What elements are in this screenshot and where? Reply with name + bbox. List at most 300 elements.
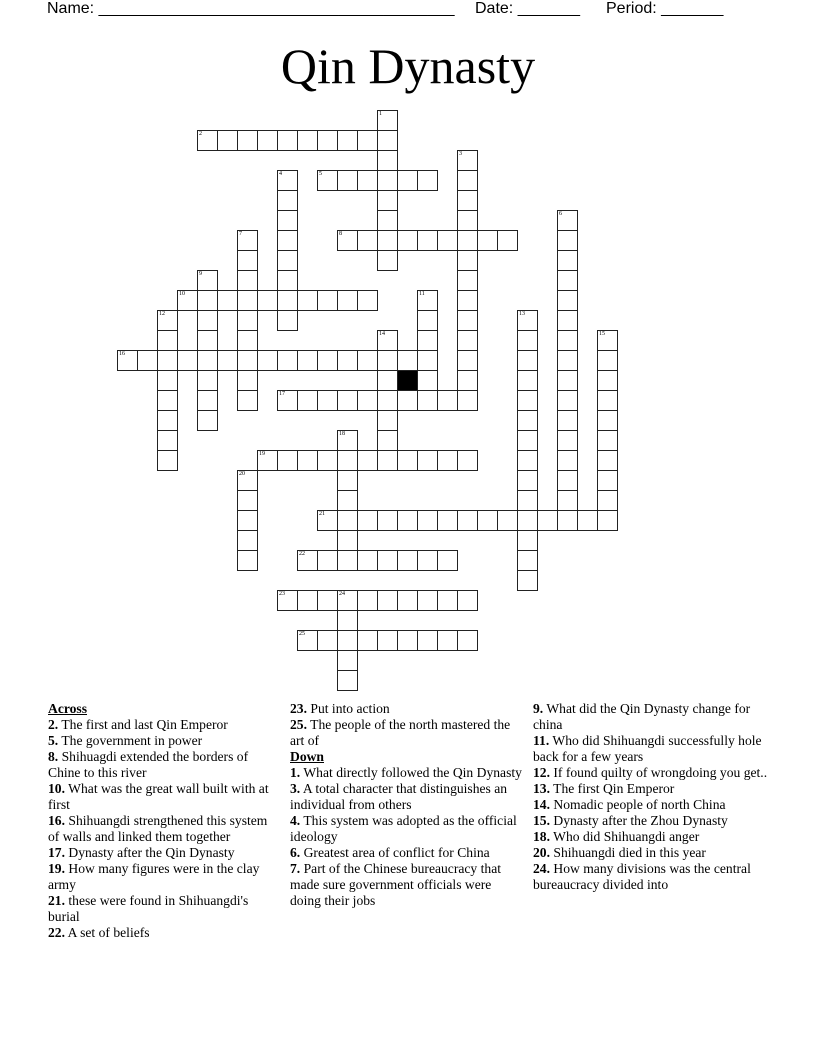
clue-number: 21 [319, 511, 325, 517]
clue-item-number: 20. [533, 845, 550, 860]
clue-item-number: 23. [290, 701, 307, 716]
clue-item-text: Part of the Chinese bureaucracy that made sure government officials were doing their jobs [290, 861, 502, 908]
clue-item [290, 845, 522, 861]
grid-cell[interactable] [517, 330, 538, 351]
grid-cell[interactable] [277, 190, 298, 211]
grid-cell[interactable] [557, 390, 578, 411]
grid-cell[interactable] [257, 130, 278, 151]
grid-cell[interactable] [237, 470, 258, 491]
clue-number: 4 [279, 171, 282, 177]
grid-cell[interactable] [357, 510, 378, 531]
clue-item-text: If found quilty of wrongdoing you get.. [550, 765, 768, 780]
clue-item-number: 13. [533, 781, 550, 796]
grid-cell[interactable] [217, 130, 238, 151]
grid-cell[interactable] [237, 250, 258, 271]
grid-cell[interactable] [397, 390, 418, 411]
grid-cell[interactable] [437, 390, 458, 411]
grid-cell[interactable] [357, 130, 378, 151]
grid-cell[interactable] [517, 450, 538, 471]
grid-cell[interactable] [157, 330, 178, 351]
grid-cell[interactable] [257, 350, 278, 371]
clue-item-text: The first and last Qin Emperor [58, 717, 228, 732]
grid-cell[interactable] [317, 290, 338, 311]
grid-cell[interactable] [597, 470, 618, 491]
grid-cell[interactable] [357, 390, 378, 411]
clue-item-number: 16. [48, 813, 65, 828]
grid-cell[interactable] [277, 350, 298, 371]
clue-item-number: 25. [290, 717, 307, 732]
grid-cell[interactable] [237, 310, 258, 331]
grid-cell[interactable] [477, 510, 498, 531]
grid-cell[interactable] [397, 350, 418, 371]
clue-item [48, 749, 270, 781]
grid-cell[interactable] [157, 430, 178, 451]
grid-cell[interactable] [317, 450, 338, 471]
page-title: Qin Dynasty [280, 38, 536, 94]
grid-cell[interactable] [277, 290, 298, 311]
grid-cell[interactable] [237, 330, 258, 351]
clue-item [533, 861, 773, 893]
grid-cell[interactable] [277, 130, 298, 151]
grid-cell[interactable] [397, 450, 418, 471]
grid-cell[interactable] [197, 130, 218, 151]
clue-item [48, 717, 270, 733]
clue-item [290, 861, 522, 909]
grid-cell[interactable] [317, 630, 338, 651]
grid-cell[interactable] [597, 390, 618, 411]
grid-cell[interactable] [417, 510, 438, 531]
grid-cell[interactable] [237, 350, 258, 371]
clue-item-text: these were found in Shihuangdi's burial [48, 893, 249, 924]
grid-cell[interactable] [417, 170, 438, 191]
grid-cell[interactable] [557, 490, 578, 511]
grid-cell[interactable] [377, 370, 398, 391]
grid-cell[interactable] [237, 290, 258, 311]
grid-cell[interactable] [337, 230, 358, 251]
clue-item-text: What did the Qin Dynasty change for china [533, 701, 751, 732]
grid-cell[interactable] [517, 410, 538, 431]
grid-cell[interactable] [557, 450, 578, 471]
grid-cell[interactable] [537, 510, 558, 531]
grid-cell[interactable] [517, 530, 538, 551]
clue-item [533, 845, 773, 861]
grid-cell[interactable] [377, 630, 398, 651]
grid-cell[interactable] [377, 350, 398, 371]
period-field[interactable]: Period: _______ [606, 0, 724, 17]
grid-cell[interactable] [337, 470, 358, 491]
clue-item-text: This system was adopted as the official ideology [290, 813, 517, 844]
grid-cell[interactable] [417, 590, 438, 611]
grid-cell[interactable] [457, 590, 478, 611]
grid-cell[interactable] [577, 510, 598, 531]
grid-cell[interactable] [597, 450, 618, 471]
clue-item-number: 5. [48, 733, 59, 748]
grid-cell[interactable] [277, 170, 298, 191]
grid-cell[interactable] [357, 450, 378, 471]
grid-cell[interactable] [457, 150, 478, 171]
grid-cell[interactable] [377, 130, 398, 151]
grid-cell[interactable] [157, 410, 178, 431]
grid-cell[interactable] [277, 390, 298, 411]
grid-cell[interactable] [457, 350, 478, 371]
grid-cell[interactable] [177, 350, 198, 371]
grid-cell[interactable] [517, 350, 538, 371]
clue-item-number: 18. [533, 829, 550, 844]
grid-cell[interactable] [297, 550, 318, 571]
grid-cell[interactable] [357, 170, 378, 191]
clue-item-text: Shihuangdi strengthened this system of walls and linked them together [48, 813, 268, 844]
grid-cell[interactable] [597, 350, 618, 371]
grid-cell[interactable] [557, 310, 578, 331]
grid-cell[interactable] [557, 370, 578, 391]
clue-item-number: 21. [48, 893, 65, 908]
grid-cell[interactable] [557, 270, 578, 291]
clue-item-text: Who did Shihuangdi anger [550, 829, 700, 844]
clue-item-number: 9. [533, 701, 544, 716]
clue-item-text: What was the great wall built with at first [48, 781, 269, 812]
grid-cell[interactable] [377, 450, 398, 471]
clue-item-number: 4. [290, 813, 301, 828]
grid-cell[interactable] [377, 210, 398, 231]
grid-cell[interactable] [417, 310, 438, 331]
clue-item-text: The people of the north mastered the art of [290, 717, 511, 748]
clue-item-number: 19. [48, 861, 65, 876]
clue-number: 9 [199, 271, 202, 277]
grid-cell[interactable] [417, 450, 438, 471]
grid-cell[interactable] [397, 510, 418, 531]
grid-cell[interactable] [317, 550, 338, 571]
grid-cell[interactable] [237, 130, 258, 151]
grid-cell[interactable] [557, 510, 578, 531]
grid-cell[interactable] [457, 210, 478, 231]
grid-cell[interactable] [157, 390, 178, 411]
grid-cell[interactable] [437, 510, 458, 531]
clue-item-text: Who did Shihuangdi successfully hole back for a few years [533, 733, 762, 764]
grid-cell[interactable] [517, 470, 538, 491]
grid-cell[interactable] [337, 490, 358, 511]
grid-cell[interactable] [557, 410, 578, 431]
clue-number: 19 [259, 451, 265, 457]
grid-cell[interactable] [377, 550, 398, 571]
clue-item [290, 813, 522, 845]
grid-cell[interactable] [297, 350, 318, 371]
clue-item-text: Shihuangdi died in this year [550, 845, 706, 860]
grid-cell[interactable] [157, 350, 178, 371]
clue-item-text: Dynasty after the Qin Dynasty [65, 845, 235, 860]
grid-cell[interactable] [597, 410, 618, 431]
grid-cell[interactable] [337, 670, 358, 691]
clue-section-heading: Across [48, 701, 88, 716]
grid-cell[interactable] [157, 450, 178, 471]
grid-cell[interactable] [397, 550, 418, 571]
clue-item-number: 8. [48, 749, 59, 764]
grid-cell[interactable] [297, 630, 318, 651]
grid-cell[interactable] [497, 230, 518, 251]
clue-item [533, 829, 773, 845]
grid-cell[interactable] [397, 590, 418, 611]
grid-cell[interactable] [397, 230, 418, 251]
grid-cell[interactable] [497, 510, 518, 531]
grid-cell[interactable] [337, 510, 358, 531]
grid-cell[interactable] [557, 470, 578, 491]
clue-item-number: 11. [533, 733, 550, 748]
grid-cell[interactable] [397, 630, 418, 651]
grid-cell[interactable] [277, 270, 298, 291]
clue-item [533, 733, 773, 765]
grid-cell[interactable] [417, 390, 438, 411]
grid-cell[interactable] [277, 450, 298, 471]
clue-item [48, 845, 270, 861]
grid-cell[interactable] [277, 310, 298, 331]
grid-cell[interactable] [137, 350, 158, 371]
grid-cell[interactable] [237, 370, 258, 391]
clue-item-text: How many figures were in the clay army [48, 861, 260, 892]
grid-cell[interactable] [217, 290, 238, 311]
grid-cell[interactable] [557, 230, 578, 251]
grid-cell[interactable] [557, 250, 578, 271]
grid-cell[interactable] [297, 130, 318, 151]
grid-cell[interactable] [377, 510, 398, 531]
grid-cell[interactable] [337, 630, 358, 651]
grid-cell[interactable] [557, 350, 578, 371]
grid-cell[interactable] [197, 410, 218, 431]
grid-cell[interactable] [337, 550, 358, 571]
clue-number: 3 [459, 151, 462, 157]
grid-cell[interactable] [457, 630, 478, 651]
grid-cell[interactable] [517, 570, 538, 591]
black-cell [397, 370, 418, 391]
grid-cell[interactable] [317, 350, 338, 371]
grid-cell[interactable] [417, 370, 438, 391]
grid-cell[interactable] [457, 250, 478, 271]
clue-item [533, 701, 773, 733]
grid-cell[interactable] [237, 550, 258, 571]
grid-cell[interactable] [237, 510, 258, 531]
grid-cell[interactable] [457, 290, 478, 311]
clue-item-text: A total character that distinguishes an individual from others [290, 781, 508, 812]
grid-cell[interactable] [597, 330, 618, 351]
clue-item [48, 861, 270, 893]
grid-cell[interactable] [597, 490, 618, 511]
grid-cell[interactable] [457, 230, 478, 251]
grid-cell[interactable] [417, 290, 438, 311]
grid-cell[interactable] [197, 370, 218, 391]
grid-cell[interactable] [337, 130, 358, 151]
grid-cell[interactable] [357, 630, 378, 651]
clue-number: 7 [239, 231, 242, 237]
grid-cell[interactable] [417, 350, 438, 371]
grid-cell[interactable] [517, 390, 538, 411]
clue-number: 13 [519, 311, 525, 317]
grid-cell[interactable] [317, 590, 338, 611]
grid-cell[interactable] [197, 290, 218, 311]
grid-cell[interactable] [517, 310, 538, 331]
grid-cell[interactable] [597, 370, 618, 391]
grid-cell[interactable] [457, 330, 478, 351]
grid-cell[interactable] [517, 510, 538, 531]
grid-cell[interactable] [377, 230, 398, 251]
grid-cell[interactable] [417, 630, 438, 651]
grid-cell[interactable] [337, 450, 358, 471]
grid-cell[interactable] [477, 230, 498, 251]
grid-cell[interactable] [297, 290, 318, 311]
grid-cell[interactable] [377, 190, 398, 211]
clue-item [533, 797, 773, 813]
grid-cell[interactable] [337, 610, 358, 631]
grid-cell[interactable] [457, 510, 478, 531]
grid-cell[interactable] [257, 290, 278, 311]
grid-cell[interactable] [417, 330, 438, 351]
grid-cell[interactable] [457, 390, 478, 411]
grid-cell[interactable] [457, 450, 478, 471]
clue-item-number: 12. [533, 765, 550, 780]
clue-number: 5 [319, 171, 322, 177]
grid-cell[interactable] [437, 590, 458, 611]
grid-cell[interactable] [157, 370, 178, 391]
grid-cell[interactable] [557, 330, 578, 351]
grid-cell[interactable] [337, 590, 358, 611]
grid-cell[interactable] [377, 250, 398, 271]
clue-item-number: 24. [533, 861, 550, 876]
grid-cell[interactable] [457, 170, 478, 191]
grid-cell[interactable] [597, 430, 618, 451]
clue-item [290, 701, 522, 717]
clue-item-number: 6. [290, 845, 301, 860]
grid-cell[interactable] [297, 590, 318, 611]
grid-cell[interactable] [417, 550, 438, 571]
clue-item [290, 781, 522, 813]
grid-cell[interactable] [157, 310, 178, 331]
grid-cell[interactable] [377, 110, 398, 131]
grid-cell[interactable] [237, 490, 258, 511]
clues-column-3 [533, 701, 773, 893]
clue-item [533, 781, 773, 797]
clue-item [48, 925, 270, 941]
grid-cell[interactable] [297, 390, 318, 411]
clue-section-heading: Down [290, 749, 324, 764]
grid-cell[interactable] [517, 370, 538, 391]
grid-cell[interactable] [337, 430, 358, 451]
grid-cell[interactable] [357, 590, 378, 611]
grid-cell[interactable] [197, 330, 218, 351]
grid-cell[interactable] [317, 510, 338, 531]
grid-cell[interactable] [257, 450, 278, 471]
grid-cell[interactable] [457, 270, 478, 291]
grid-cell[interactable] [517, 490, 538, 511]
grid-cell[interactable] [197, 270, 218, 291]
grid-cell[interactable] [437, 450, 458, 471]
grid-cell[interactable] [317, 390, 338, 411]
grid-cell[interactable] [357, 290, 378, 311]
grid-cell[interactable] [337, 390, 358, 411]
grid-cell[interactable] [397, 170, 418, 191]
grid-cell[interactable] [437, 550, 458, 571]
clue-item-number: 10. [48, 781, 65, 796]
grid-cell[interactable] [457, 310, 478, 331]
grid-cell[interactable] [197, 310, 218, 331]
clue-number: 2 [199, 131, 202, 137]
clue-item [48, 781, 270, 813]
clue-number: 15 [599, 331, 605, 337]
grid-cell[interactable] [377, 150, 398, 171]
clue-item-number: 2. [48, 717, 59, 732]
grid-cell[interactable] [237, 230, 258, 251]
clue-number: 12 [159, 311, 165, 317]
clue-number: 11 [419, 291, 425, 297]
grid-cell[interactable] [297, 450, 318, 471]
grid-cell[interactable] [237, 390, 258, 411]
clue-item-number: 22. [48, 925, 65, 940]
clue-item-text: Dynasty after the Zhou Dynasty [550, 813, 728, 828]
grid-cell[interactable] [557, 290, 578, 311]
grid-cell[interactable] [237, 270, 258, 291]
clue-item-text: The government in power [58, 733, 203, 748]
grid-cell[interactable] [317, 170, 338, 191]
grid-cell[interactable] [377, 390, 398, 411]
grid-cell[interactable] [557, 210, 578, 231]
grid-cell[interactable] [377, 430, 398, 451]
grid-cell[interactable] [557, 430, 578, 451]
grid-cell[interactable] [357, 350, 378, 371]
grid-cell[interactable] [317, 130, 338, 151]
grid-cell[interactable] [597, 510, 618, 531]
clue-item-text: The first Qin Emperor [550, 781, 675, 796]
grid-cell[interactable] [377, 170, 398, 191]
date-field[interactable]: Date: _______ [475, 0, 580, 17]
clue-item-number: 1. [290, 765, 301, 780]
grid-cell[interactable] [277, 230, 298, 251]
clue-number: 6 [559, 211, 562, 217]
grid-cell[interactable] [337, 530, 358, 551]
grid-cell[interactable] [357, 550, 378, 571]
grid-cell[interactable] [517, 550, 538, 571]
grid-cell[interactable] [457, 370, 478, 391]
clue-number: 23 [279, 591, 285, 597]
grid-cell[interactable] [197, 390, 218, 411]
grid-cell[interactable] [177, 290, 198, 311]
grid-cell[interactable] [377, 410, 398, 431]
clue-item-text: A set of beliefs [65, 925, 150, 940]
grid-cell[interactable] [277, 590, 298, 611]
clue-number: 1 [379, 111, 382, 117]
clue-number: 8 [339, 231, 342, 237]
grid-cell[interactable] [237, 530, 258, 551]
name-field[interactable]: Name: ________________________________________ [47, 0, 455, 17]
grid-cell[interactable] [117, 350, 138, 371]
grid-cell[interactable] [337, 350, 358, 371]
grid-cell[interactable] [357, 230, 378, 251]
grid-cell[interactable] [197, 350, 218, 371]
grid-cell[interactable] [517, 430, 538, 451]
grid-cell[interactable] [437, 230, 458, 251]
grid-cell[interactable] [277, 250, 298, 271]
clue-item [290, 765, 522, 781]
grid-cell[interactable] [337, 290, 358, 311]
clue-item-number: 17. [48, 845, 65, 860]
grid-cell[interactable] [337, 170, 358, 191]
grid-cell[interactable] [277, 210, 298, 231]
grid-cell[interactable] [217, 350, 238, 371]
grid-cell[interactable] [337, 650, 358, 671]
grid-cell[interactable] [417, 230, 438, 251]
clue-item-text: Put into action [307, 701, 390, 716]
grid-cell[interactable] [377, 330, 398, 351]
grid-cell[interactable] [377, 590, 398, 611]
grid-cell[interactable] [437, 630, 458, 651]
clue-number: 24 [339, 591, 345, 597]
grid-cell[interactable] [457, 190, 478, 211]
clue-number: 14 [379, 331, 385, 337]
